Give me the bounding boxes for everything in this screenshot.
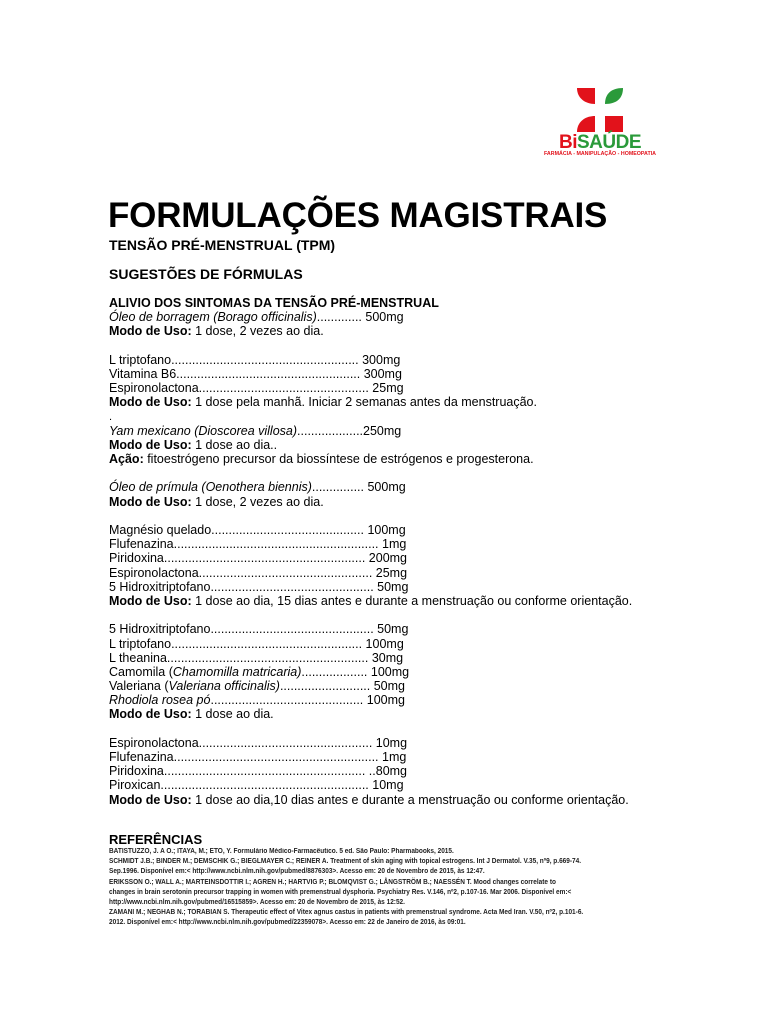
usage-label: Modo de Uso: xyxy=(109,707,192,722)
ingredient-latin: Chamomilla matricaria) xyxy=(172,664,302,679)
ingredient-dose: ............... 500mg xyxy=(311,480,406,495)
ingredient-line: Flufenazina........................................................... 1mg xyxy=(109,537,407,552)
ingredient-line: Magnésio quelado............................................ 100mg xyxy=(109,523,406,537)
ingredient-line: 5 Hidroxitriptofano............................................... 50mg xyxy=(109,622,409,637)
reference-line: 2012. Disponível em:< http://www.ncbi.nlm.nih.gov/pubmed/22359078>. Acesso em: 22 de Janeiro de 2016, às 09:01. xyxy=(109,919,466,927)
references-heading: REFERÊNCIAS xyxy=(109,832,203,847)
ingredient-line xyxy=(109,693,749,707)
ingredient-line: L triptofano...................................................... 300mg xyxy=(109,352,401,367)
usage-label: Modo de Uso: xyxy=(109,437,192,452)
section-title: SUGESTÕES DE FÓRMULAS xyxy=(109,266,303,282)
formulas-content xyxy=(109,296,749,807)
reference-line: ERIKSSON O.; WALL A.; MARTEINSDOTTIR I.; AGREN H.; HARTVIG P.; BLOMQVIST G.; LÅNGSTRÖM B.; NAESSÉN T. Mood changes correlate to xyxy=(109,878,556,886)
content-heading: ALIVIO DOS SINTOMAS DA TENSÃO PRÉ-MENSTRUAL xyxy=(109,296,439,310)
ingredient-line xyxy=(109,665,749,679)
ingredient-prefix: Camomila ( xyxy=(109,664,173,679)
ingredient-line: Piridoxina.......................................................... 200mg xyxy=(109,551,408,566)
brand-tagline: FARMÁCIA - MANIPULAÇÃO - HOMEOPATIA xyxy=(543,151,656,157)
ingredient-latin: Rhodiola rosea pó xyxy=(109,693,211,708)
usage-label: Modo de Uso: xyxy=(109,395,192,410)
usage-line xyxy=(109,793,749,807)
reference-line: ZAMANI M.; NEGHAB N.; TORABIAN S. Therapeutic effect of Vitex agnus castus in patients with premenstrual syndrome. Acta Med Iran. V.50, nº2, p.101-6. xyxy=(109,909,584,917)
reference-line: SCHMIDT J.B.; BINDER M.; DEMSCHIK G.; BIEGLMAYER C.; REINER A. Treatment of skin aging with topical estrogens. Int J Dermatol. V.35, nº9, p.669-74. xyxy=(109,858,582,866)
ingredient-dose: ................... 100mg xyxy=(301,664,410,679)
ingredient-line: Piroxican............................................................ 10mg xyxy=(109,778,404,793)
ingredient-name: Óleo de borragem (Borago officinalis) xyxy=(109,310,317,325)
ingredient-name: Yam mexicano (Dioscorea villosa) xyxy=(109,423,298,438)
usage-text: 1 dose, 2 vezes ao dia. xyxy=(191,324,324,339)
ingredient-line: Flufenazina........................................................... 1mg xyxy=(109,750,407,764)
ingredient-line xyxy=(109,679,749,693)
usage-text: 1 dose ao dia.. xyxy=(191,437,278,452)
page-subtitle: TENSÃO PRÉ-MENSTRUAL (TPM) xyxy=(109,237,336,253)
ingredient-line xyxy=(109,310,749,324)
usage-text: 1 dose ao dia. xyxy=(191,707,274,722)
ingredient-line: Piridoxina.......................................................... ..80mg xyxy=(109,764,408,779)
ingredient-line: Espironolactona.................................................. 25mg xyxy=(109,565,408,580)
references-section xyxy=(109,832,729,929)
ingredient-line xyxy=(109,424,749,438)
usage-line xyxy=(109,495,749,509)
ingredient-line: Vitamina B6..................................................... 300mg xyxy=(109,366,402,381)
cross-leaf-logo-icon xyxy=(575,86,625,134)
reference-line: http://www.ncbi.nlm.nih.gov/pubmed/16515859>. Acesso em: 20 de Novembro de 2015, às 12:52. xyxy=(109,899,405,907)
usage-label: Modo de Uso: xyxy=(109,792,192,807)
usage-label: Modo de Uso: xyxy=(109,494,192,509)
usage-text: 1 dose ao dia,10 dias antes e durante a menstruação ou conforme orientação. xyxy=(191,792,629,807)
brand-name-part2: SAÚDE xyxy=(576,132,641,153)
usage-label: Modo de Uso: xyxy=(109,324,192,339)
usage-line xyxy=(109,707,749,721)
stray-dot: . xyxy=(109,410,113,423)
usage-line xyxy=(109,594,749,608)
brand-name-part1: Bi xyxy=(558,132,577,153)
reference-line: changes in brain serotonin precursor trapping in women with premenstrual dysphoria. Psychiatry Res. V.146, nº2, p.107-16. Mar 2006. Disponível em:< xyxy=(109,888,572,896)
usage-line xyxy=(109,395,749,409)
usage-label: Modo de Uso: xyxy=(109,593,192,608)
ingredient-dose: ............................................ 100mg xyxy=(210,693,405,708)
usage-text: 1 dose, 2 vezes ao dia. xyxy=(191,494,324,509)
usage-text: 1 dose ao dia, 15 dias antes e durante a menstruação ou conforme orientação. xyxy=(191,593,633,608)
action-line xyxy=(109,452,749,466)
references-list xyxy=(109,847,720,929)
ingredient-line: 5 Hidroxitriptofano............................................... 50mg xyxy=(109,579,409,594)
ingredient-prefix: Valeriana ( xyxy=(109,679,169,694)
ingredient-line xyxy=(109,480,749,494)
action-label: Ação: xyxy=(109,452,144,467)
ingredient-line: L theanina.......................................................... 30mg xyxy=(109,650,404,665)
ingredient-dose: ...................250mg xyxy=(297,423,402,438)
ingredient-dose: .......................... 50mg xyxy=(279,679,405,694)
usage-line xyxy=(109,438,749,452)
ingredient-latin: Valeriana officinalis) xyxy=(168,679,280,694)
bisaude-logo xyxy=(530,84,670,160)
usage-text: 1 dose pela manhã. Iniciar 2 semanas antes da menstruação. xyxy=(191,395,537,410)
page-title: FORMULAÇÕES MAGISTRAIS xyxy=(108,196,608,235)
reference-line: BATISTUZZO, J. A O.; ITAYA, M.; ETO, Y. Formulário Médico-Farmacêutico. 5 ed. São Paulo: Pharmabooks, 2015. xyxy=(109,848,454,855)
ingredient-line: Espironolactona................................................. 25mg xyxy=(109,381,404,396)
ingredient-dose: ............. 500mg xyxy=(316,310,404,325)
ingredient-name: Óleo de prímula (Oenothera biennis) xyxy=(109,480,312,495)
action-text: fitoestrógeno precursor da biossíntese de estrógenos e progesterona. xyxy=(143,452,534,467)
brand-name xyxy=(530,133,670,153)
ingredient-line: Espironolactona.................................................. 10mg xyxy=(109,735,408,750)
ingredient-line: L triptofano....................................................... 100mg xyxy=(109,636,404,651)
usage-line xyxy=(109,324,749,338)
reference-line: Sep.1996. Disponível em:< http://www.ncbi.nlm.nih.gov/pubmed/8876303>. Acesso em: 20 de Novembro de 2015, às 12:47. xyxy=(109,868,485,876)
